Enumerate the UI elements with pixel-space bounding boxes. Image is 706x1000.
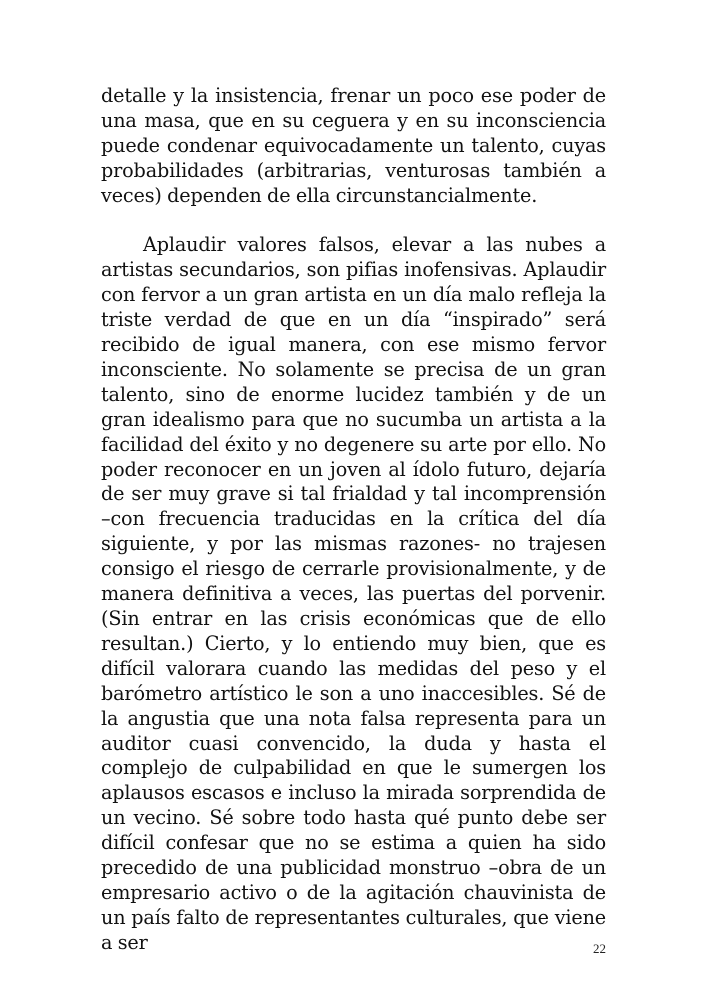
page-number: 22 — [593, 941, 606, 956]
paragraph-continuation: detalle y la insistencia, frenar un poco ese poder de una masa, que en su ceguera y en su inconsciencia puede condenar equivocadamente un talento, cuyas probabilidades (arbitrarias, venturosas también a veces) dependen de ella circunstancialmente. — [101, 84, 606, 207]
document-page — [101, 84, 606, 956]
paragraph-aplaudir: Aplaudir valores falsos, elevar a las nubes a artistas secundarios, son pifias inofensivas. Aplaudir con fervor a un gran artista en un día malo refleja la triste verdad de que en un día “inspirado” será recibido de igual manera, con ese mismo fervor inconsciente. No solamente se precisa de un gran talento, sino de enorme lucidez también y de un gran idealismo para que no sucumba un artista a la facilidad del éxito y no degenere su arte por ello. No poder reconocer en un joven al ídolo futuro, dejaría de ser muy grave si tal frialdad y tal incomprensión –con frecuencia traducidas en la crítica del día siguiente, y por las mismas razones- no trajesen consigo el riesgo de cerrarle provisionalmente, y de manera definitiva a veces, las puertas del porvenir. (Sin entrar en las crisis económicas que de ello resultan.) Cierto, y lo entiendo muy bien, que es difícil valorara cuando las medidas del peso y el barómetro artístico le son a uno inaccesibles. Sé de la angustia que una nota falsa representa para un auditor cuasi convencido, la duda y hasta el complejo de culpabilidad en que le sumergen los aplausos escasos e incluso la mirada sorprendida de un vecino. Sé sobre todo hasta qué punto debe ser difícil confesar que no se estima a quien ha sido precedido de una publicidad monstruo –obra de un empresario activo o de la agitación chauvinista de un país falto de representantes culturales, que viene a ser — [101, 233, 606, 954]
